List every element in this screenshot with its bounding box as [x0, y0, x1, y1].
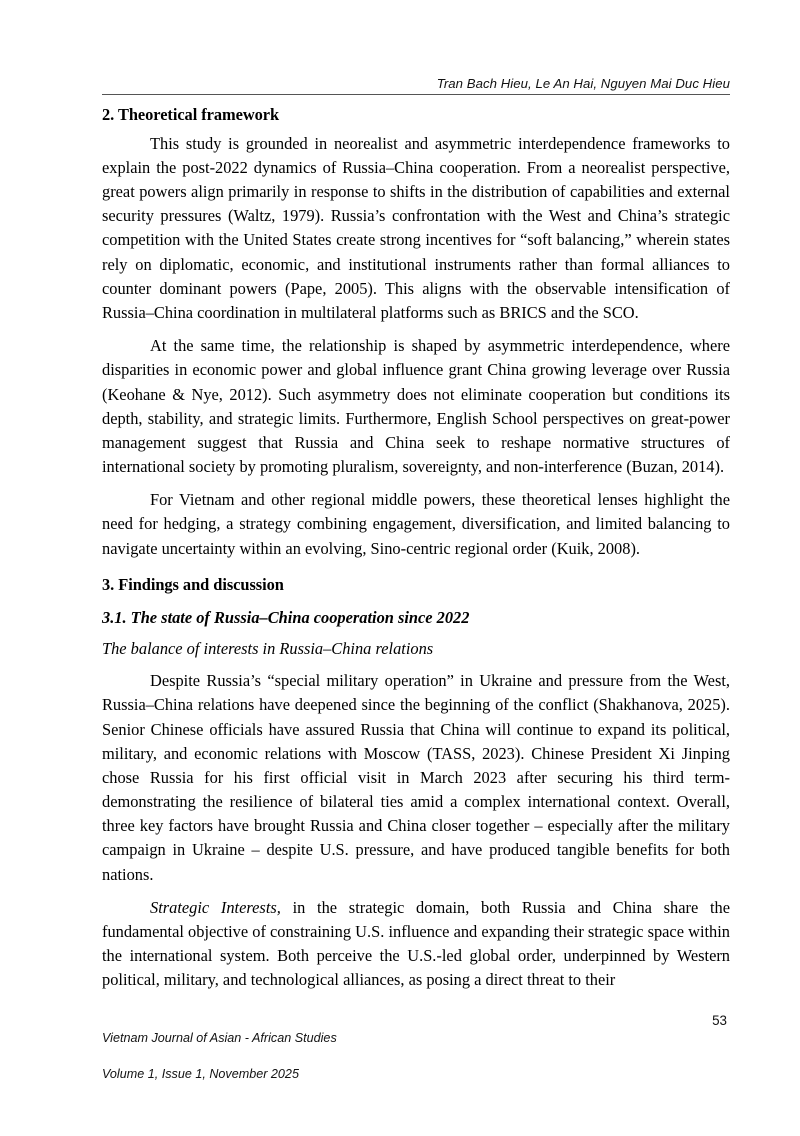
subsection-heading-3-1: 3.1. The state of Russia–China cooperation since 2022: [102, 607, 470, 627]
section-heading-2: 2. Theoretical framework: [102, 105, 280, 124]
footer-journal-info: [102, 1012, 337, 1101]
heading-spacer: [102, 561, 730, 574]
paragraph-theoretical-framework-1: This study is grounded in neorealist and asymmetric interdependence frameworks to explain the post-2022 dynamics of Russia–China cooperation. From a neorealist perspective, great powers align primarily in response to shifts in the distribution of capabilities and external security pressures (Waltz, 1979). Russia’s confrontation with the West and China’s strategic competition with the United States create strong incentives for “soft balancing,” wherein states rely on diplomatic, economic, and institutional instruments rather than formal alliances to counter dominant powers (Pape, 2005). This aligns with the observable intensification of Russia–China coordination in multilateral platforms such as BRICS and the SCO.: [102, 133, 730, 322]
paragraph-asymmetric-interdependence: At the same time, the relationship is shaped by asymmetric interdependence, where disparities in economic power and global influence grant China growing leverage over Russia (Keohane & Nye, 2012). Such asymmetry does not eliminate cooperation but conditions its depth, stability, and strategic limits. Furthermore, English School perspectives on great-power management suggest that Russia and China seek to reshape normative structures of international society by promoting pluralism, sovereignty, and non-interference (Buzan, 2014).: [102, 336, 730, 477]
section-heading-3: 3. Findings and discussion: [102, 574, 284, 594]
paragraph-vietnam-hedging: For Vietnam and other regional middle powers, these theoretical lenses highlight the need for hedging, a strategy combining engagement, diversification, and limited balancing to navigate uncertainty within an evolving, Sino-centric regional order (Kuik, 2008).: [102, 490, 730, 558]
page-footer: [102, 1012, 730, 1101]
paragraph-russia-china-relations: Despite Russia’s “special military operation” in Ukraine and pressure from the West, Russia–China relations have deepened since the beginning of the conflict (Shakhanova, 2025). Senior Chinese officials have assured Russia that China will continue to expand its political, military, and economic relations with Moscow (TASS, 2023). Chinese President Xi Jinping chose Russia for his first official visit in March 2023 after securing his third term- demonstrating the resilience of bilateral ties amid a complex international context. Overall, three key factors have brought Russia and China closer together – especially after the military campaign in Ukraine – despite U.S. pressure, and have produced tangible benefits for both nations.: [102, 671, 730, 884]
footer-volume-issue: Volume 1, Issue 1, November 2025: [102, 1066, 299, 1081]
paragraph-strategic-interests: [102, 896, 730, 993]
paragraph-strategic-interests-text: in the strategic domain, both Russia and China share the fundamental objective of constraining U.S. influence and expanding their strategic space within the international system. Both perceive the U.S.-led global order, underpinned by Western political, military, and technological alliances, as posing a direct threat to their: [102, 897, 730, 990]
footer-journal-name: Vietnam Journal of Asian - African Studies: [102, 1030, 337, 1045]
run-in-heading-strategic-interests: Strategic Interests,: [150, 897, 281, 917]
paragraph-spacer: [102, 325, 730, 334]
running-head: Tran Bach Hieu, Le An Hai, Nguyen Mai Duc Hieu: [436, 76, 730, 91]
sub-subheading-balance-of-interests: The balance of interests in Russia–China relations: [102, 639, 434, 659]
paragraph-spacer: [102, 887, 730, 896]
page-number: 53: [712, 1013, 727, 1028]
page-content: [102, 104, 730, 993]
paragraph-spacer: [102, 479, 730, 488]
header-rule: [102, 94, 730, 95]
